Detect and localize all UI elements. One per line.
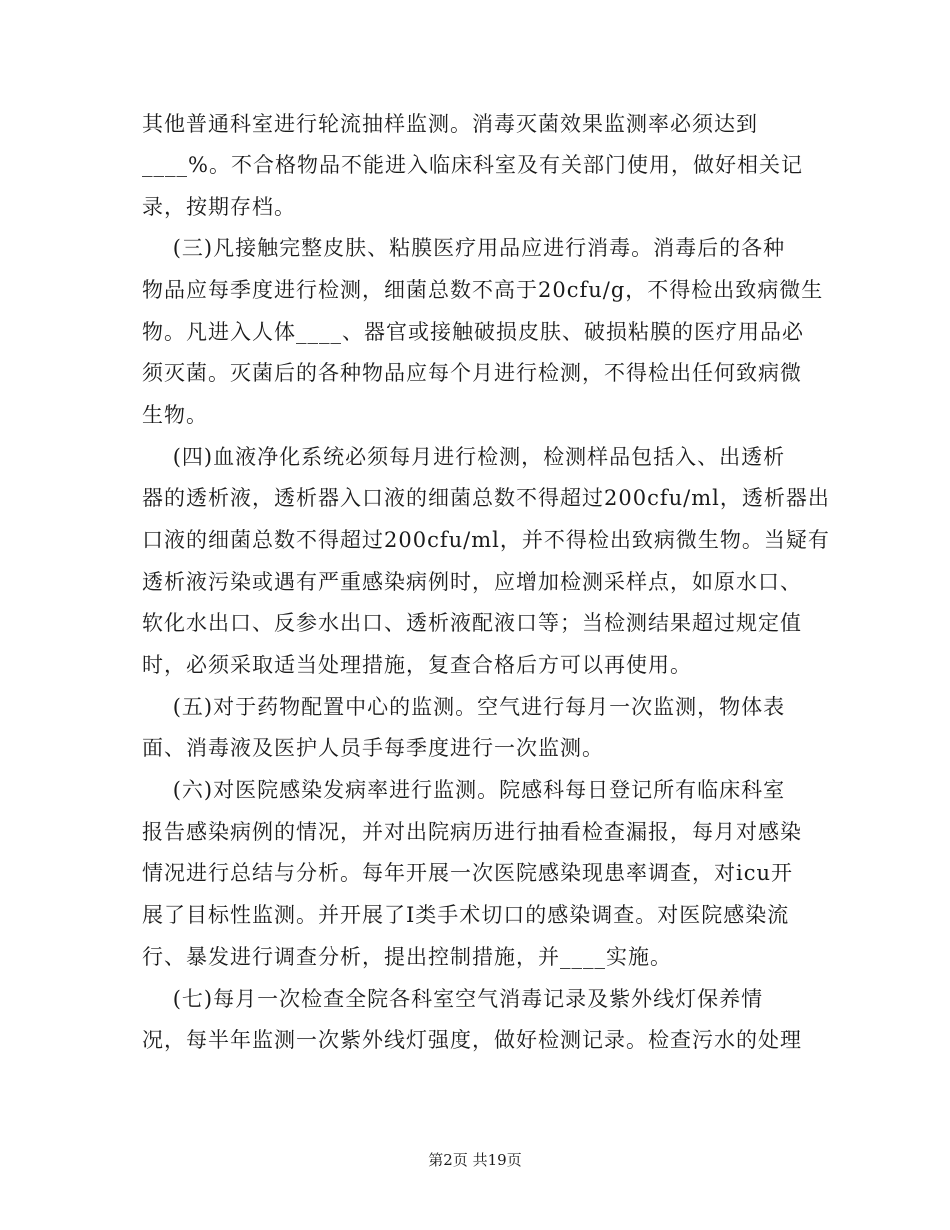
page-number-footer: 第2页 共19页 xyxy=(428,1151,522,1169)
text-line: 情况进行总结与分析。每年开展一次医院感染现患率调查，对icu开 xyxy=(142,861,793,885)
text-line: 口液的细菌总数不得超过200cfu/ml，并不得检出致病微生物。当疑有 xyxy=(142,528,830,552)
text-line: 物。凡进入人体____、器官或接触破损皮肤、破损粘膜的医疗用品必 xyxy=(142,320,804,344)
text-line: (六)对医院感染发病率进行监测。院感科每日登记所有临床科室 xyxy=(142,778,786,802)
text-line: 其他普通科室进行轮流抽样监测。消毒灭菌效果监测率必须达到 xyxy=(142,112,758,136)
text-line: 须灭菌。灭菌后的各种物品应每个月进行检测，不得检出任何致病微 xyxy=(142,361,802,385)
text-line: 透析液污染或遇有严重感染病例时，应增加检测采样点，如原水口、 xyxy=(142,570,802,594)
text-line: ____%。不合格物品不能进入临床科室及有关部门使用，做好相关记 xyxy=(142,153,803,177)
text-line: 录，按期存档。 xyxy=(142,195,296,219)
text-line: (七)每月一次检查全院各科室空气消毒记录及紫外线灯保养情 xyxy=(142,987,764,1011)
text-line: 面、消毒液及医护人员手每季度进行一次监测。 xyxy=(142,736,604,760)
text-line: 报告感染病例的情况，并对出院病历进行抽看检查漏报，每月对感染 xyxy=(142,820,802,844)
text-line: (五)对于药物配置中心的监测。空气进行每月一次监测，物体表 xyxy=(142,695,786,719)
text-line: (三)凡接触完整皮肤、粘膜医疗用品应进行消毒。消毒后的各种 xyxy=(142,236,786,260)
text-line: 器的透析液，透析器入口液的细菌总数不得超过200cfu/ml，透析器出 xyxy=(142,486,830,510)
text-line: 软化水出口、反参水出口、透析液配液口等；当检测结果超过规定值 xyxy=(142,611,802,635)
text-line: 物品应每季度进行检测，细菌总数不高于20cfu/g，不得检出致病微生 xyxy=(142,278,824,302)
text-line: 况，每半年监测一次紫外线灯强度，做好检测记录。检查污水的处理 xyxy=(142,1028,802,1052)
text-line: (四)血液净化系统必须每月进行检测，检测样品包括入、出透析 xyxy=(142,445,786,469)
text-line: 生物。 xyxy=(142,403,208,427)
text-line: 展了目标性监测。并开展了Ⅰ类手术切口的感染调查。对医院感染流 xyxy=(142,903,790,927)
text-line: 时，必须采取适当处理措施，复查合格后方可以再使用。 xyxy=(142,653,692,677)
text-line: 行、暴发进行调查分析，提出控制措施，并____实施。 xyxy=(142,945,672,969)
